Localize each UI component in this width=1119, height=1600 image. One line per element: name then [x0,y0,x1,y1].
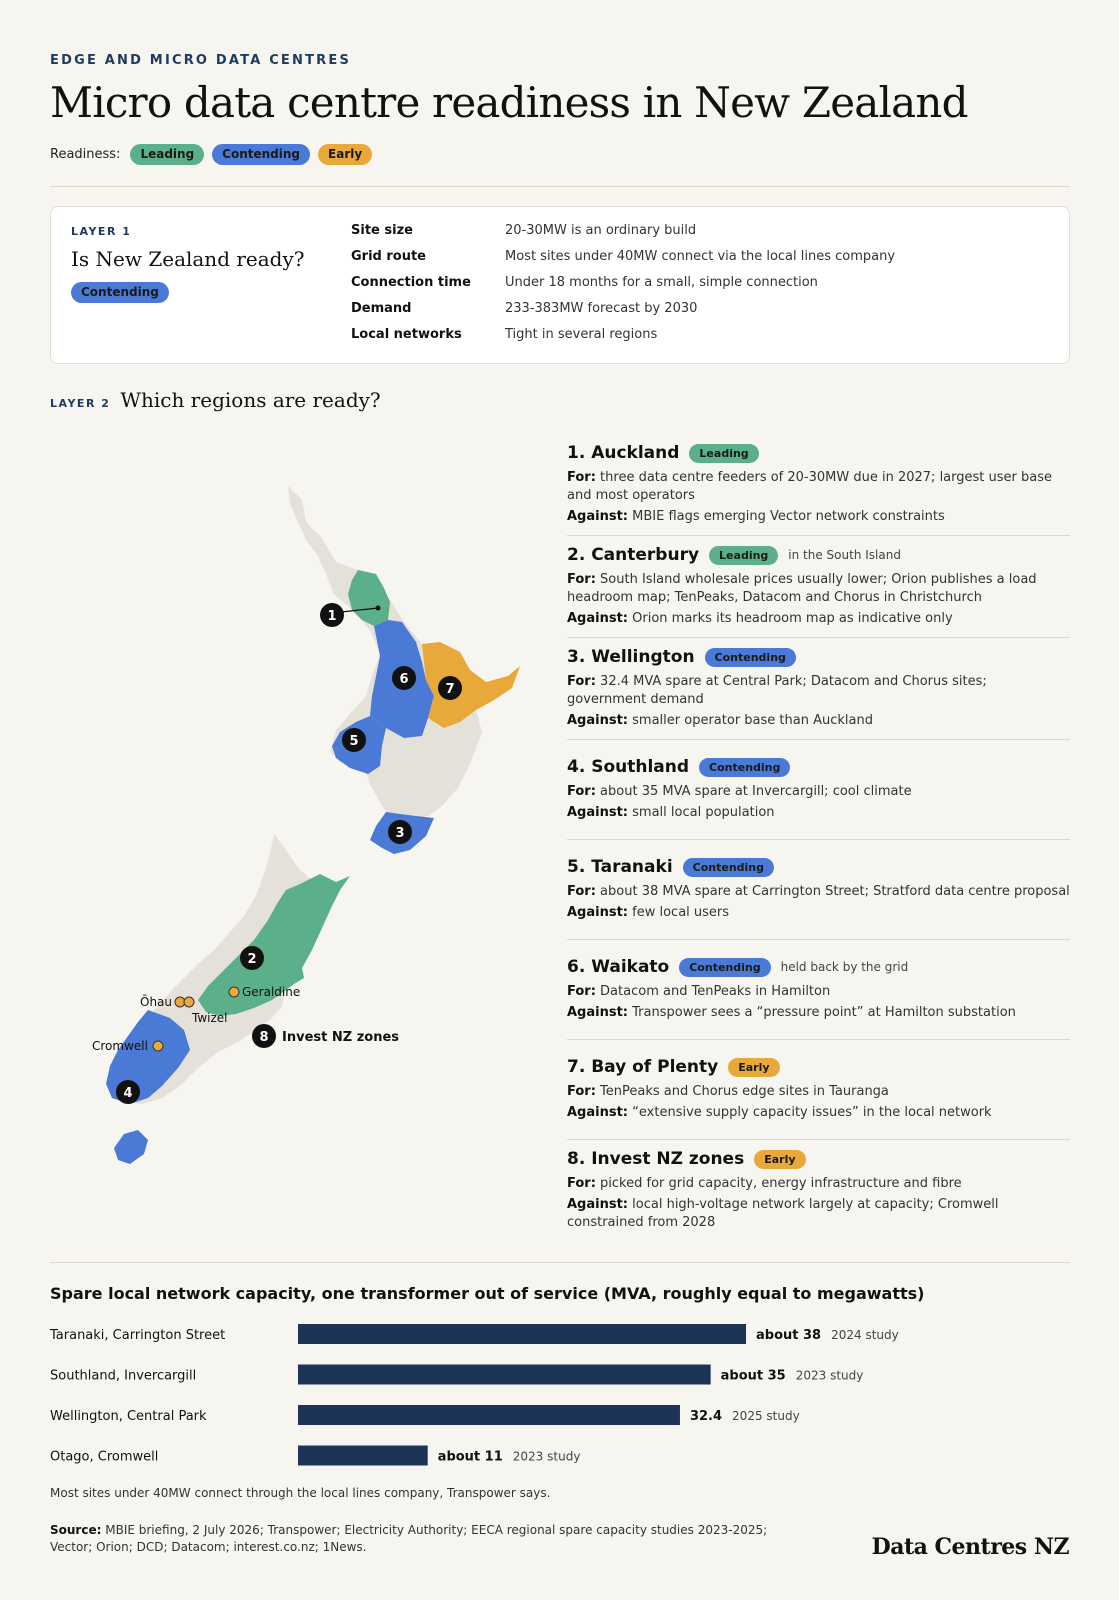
layer1-row [351,301,895,327]
layer1-row [351,249,895,275]
marker-5 [342,728,366,752]
region-against: Against: MBIE flags emerging Vector network constraints [567,509,945,524]
region-against: Against: Transpower sees a “pressure point” at Hamilton substation [567,1005,1016,1020]
bar-category-label: Otago, Cromwell [50,1449,159,1465]
status-badge: Contending [679,958,770,977]
region-name: 8. Invest NZ zones [567,1149,745,1169]
row-value: Most sites under 40MW connect via the local lines company [505,249,896,264]
region-item-canterbury [567,542,1070,638]
layer1-question: Is New Zealand ready? [71,247,305,271]
divider [50,186,1070,187]
region-for: For: Datacom and TenPeaks in Hamilton [567,984,831,999]
bar [298,1324,746,1344]
row-value: Under 18 months for a small, simple connection [505,275,818,290]
row-key: Local networks [351,327,462,342]
layer1-rows [351,223,895,353]
layer1-card [50,206,1070,364]
marker-6 [392,666,416,690]
nz-region-map [50,470,530,1200]
region-against: Against: local high-voltage network largely at capacity; Cromwell constrained from 2028 [567,1197,999,1230]
region-item-auckland [567,440,1070,536]
layer1-label: LAYER 1 [71,225,132,238]
status-badge: Early [754,1150,805,1169]
label-invest-zones: Invest NZ zones [282,1030,399,1045]
svg-text:2: 2 [247,952,257,967]
region-name: 4. Southland [567,757,690,777]
bar-category-label: Wellington, Central Park [50,1409,207,1424]
brand-logo-text: Data Centres NZ [871,1534,1069,1560]
marker-1 [320,603,344,627]
region-item-southland [567,754,1070,840]
divider [50,1262,1070,1263]
layer1-row [351,327,895,353]
marker-8 [252,1024,276,1048]
region-item-invest-nz-zones [567,1146,1070,1242]
bar [298,1446,428,1466]
status-badge: Contending [705,648,796,667]
region-for: For: 32.4 MVA spare at Central Park; Datacom and Chorus sites; government demand [567,674,987,707]
bar-value-label: about 35 [720,1368,786,1384]
layer1-row [351,275,895,301]
svg-text:4: 4 [123,1086,133,1101]
bar-value-label: about 38 [756,1328,822,1343]
zone-dot-geraldine [229,987,239,997]
readiness-legend [50,144,380,165]
marker-7 [438,676,462,700]
auckland-leader-dot [376,606,381,611]
region-item-taranaki [567,854,1070,940]
region-stewart-island [114,1130,148,1164]
marker-2 [240,946,264,970]
row-key: Demand [351,301,412,316]
region-for: For: South Island wholesale prices usually lower; Orion publishes a load headroom map; TenPeaks, Datacom and Chorus in Christchurch [567,572,1037,605]
status-badge: Early [728,1058,779,1077]
label-twizel: Twizel [192,1011,228,1025]
svg-text:1: 1 [327,609,337,624]
label-geraldine: Geraldine [242,985,301,999]
region-against: Against: few local users [567,905,730,920]
bar-category-label: Southland, Invercargill [50,1368,197,1384]
status-badge: Contending [683,858,774,877]
bar-study-note: 2025 study [732,1409,800,1423]
legend-leading: Leading [130,144,204,165]
row-value: Tight in several regions [505,327,658,342]
legend-label: Readiness: [50,147,121,162]
layer2-label: LAYER 2 [50,397,111,410]
row-key: Grid route [351,249,426,264]
label-ohau: Ōhau [140,995,173,1009]
status-badge: Leading [689,444,758,463]
chart-title: Spare local network capacity, one transformer out of service (MVA, roughly equal to megawatts) [50,1284,925,1303]
zone-dot-ohau-2 [184,997,194,1007]
bar [298,1365,711,1385]
marker-4 [116,1080,140,1104]
region-for: For: TenPeaks and Chorus edge sites in Tauranga [567,1084,889,1099]
region-for: For: three data centre feeders of 20-30MW due in 2027; largest user base and most operators [567,470,1052,503]
row-key: Site size [351,223,413,238]
legend-early: Early [318,144,372,165]
status-badge: Leading [709,546,778,565]
region-auckland [348,570,390,626]
region-item-waikato [567,954,1070,1040]
chart-footnote: Most sites under 40MW connect through the local lines company, Transpower says. [50,1486,551,1500]
bar-value-label: about 11 [437,1449,503,1465]
layer2-question: Which regions are ready? [120,388,381,412]
svg-text:6: 6 [399,672,409,687]
source-note: Source: MBIE briefing, 2 July 2026; Transpower; Electricity Authority; EECA regional spare capacity studies 2023-2025; Vector; Orion; DCD; Datacom; interest.co.nz; 1News. [50,1523,768,1554]
region-name: 7. Bay of Plenty [567,1057,719,1077]
region-item-wellington [567,644,1070,740]
zone-dot-cromwell [153,1041,163,1051]
region-name: 6. Waikato [567,957,670,977]
region-against: Against: smaller operator base than Auckland [567,713,873,728]
row-value: 233-383MW forecast by 2030 [505,301,698,316]
legend-contending: Contending [212,144,310,165]
region-against: Against: “extensive supply capacity issues” in the local network [567,1105,992,1120]
row-value: 20-30MW is an ordinary build [505,223,697,238]
region-note: held back by the grid [780,960,909,974]
layer1-status: Contending [71,282,169,303]
bar-value-label: 32.4 [689,1409,723,1424]
region-for: For: picked for grid capacity, energy infrastructure and fibre [567,1176,962,1191]
region-for: For: about 38 MVA spare at Carrington Street; Stratford data centre proposal [567,884,1070,899]
row-key: Connection time [351,275,471,290]
layer2-heading [50,388,381,412]
bar-study-note: 2023 study [512,1449,581,1464]
region-item-bay-of-plenty [567,1054,1070,1140]
region-name: 3. Wellington [567,647,695,667]
bar-study-note: 2023 study [795,1368,864,1383]
svg-text:8: 8 [259,1030,269,1045]
bar-category-label: Taranaki, Carrington Street [50,1328,226,1343]
marker-3 [388,820,412,844]
region-name: 2. Canterbury [567,545,700,565]
bar-study-note: 2024 study [831,1328,899,1342]
region-against: Against: Orion marks its headroom map as indicative only [567,611,953,626]
region-name: 5. Taranaki [567,857,673,877]
status-badge: Contending [699,758,790,777]
page-title: Micro data centre readiness in New Zealand [50,78,968,127]
label-cromwell: Cromwell [92,1039,148,1053]
region-for: For: about 35 MVA spare at Invercargill; cool climate [567,784,912,799]
bar [298,1405,680,1425]
svg-text:3: 3 [395,826,405,841]
svg-text:7: 7 [445,682,455,697]
region-note: in the South Island [788,548,901,562]
region-name: 1. Auckland [567,443,680,463]
svg-text:5: 5 [349,734,359,749]
region-against: Against: small local population [567,805,775,820]
layer1-row [351,223,895,249]
kicker: EDGE AND MICRO DATA CENTRES [50,53,352,68]
